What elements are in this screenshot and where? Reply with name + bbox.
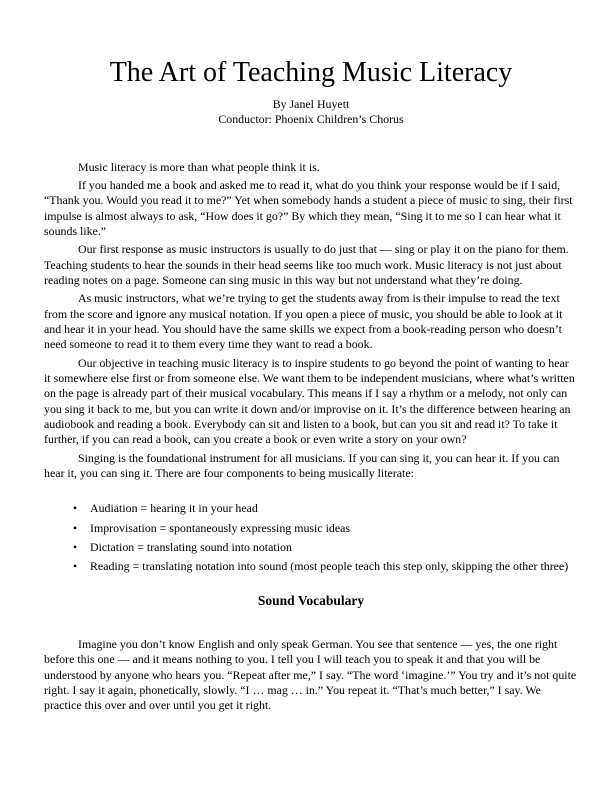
paragraph-intro: Music literacy is more than what people think it is. xyxy=(78,159,320,174)
list-item-text: Reading = translating notation into sound (most people teach this step only, skipping the other three) xyxy=(90,559,569,574)
bullet-icon: • xyxy=(73,559,78,574)
list-item xyxy=(44,559,578,574)
bullet-icon: • xyxy=(73,520,78,535)
literacy-components-list xyxy=(44,501,578,574)
list-item xyxy=(44,521,578,536)
byline-author: By Janel Huyett xyxy=(272,97,350,111)
paragraph-objective: Our objective in teaching music literacy is to inspire students to go beyond the point of wanting to hear it somewhere else first or from someone else. We want them to be independent musicians, where what’s written on the page is already part of their musical vocabulary. This means if I say a rhythm or a melody, not only can you sing it back to me, but you can write it down and/or improvise on it. It’s the difference between hearing an audiobook and reading a book. Everybody can sit and listen to a book, but can you sit and read it? To take it further, if you can read a book, can you create a book or even write a story on your own? xyxy=(44,355,575,447)
paragraph-book-analogy: If you handed me a book and asked me to read it, what do you think your response would be if I said, “Thank you. Would you read it to me?” Yet when somebody hands a student a piece of music to sing, their first impulse is almost always to ask, “How does it go?” By which they mean, “Sing it to me so I can hear what it sounds like.” xyxy=(44,177,573,238)
section-heading-sound-vocabulary: Sound Vocabulary xyxy=(257,592,365,608)
paragraph-singing-foundation: Singing is the foundational instrument for all musicians. If you can sing it, you can hear it. If you can hear it, you can sing it. There are four components to being musically literate: xyxy=(44,450,560,480)
byline-block xyxy=(44,97,578,128)
document-title: The Art of Teaching Music Literacy xyxy=(109,57,513,88)
list-item-text: Improvisation = spontaneously expressing music ideas xyxy=(90,520,351,535)
paragraph-sound-vocabulary: Imagine you don’t know English and only speak German. You see that sentence — yes, the one right before this one — and it means nothing to you. I tell you I will teach you to speak it and that you will be understood by anyone who hears you. “Repeat after me,” I say. “The word ‘imagine.’” You try and it’s not quite right. I say it again, phonetically, slowly. “I … mag … in.” You repeat it. “That’s much better,” I say. We practice this over and over until you get it right. xyxy=(44,636,577,713)
paragraph-instructor-goal: As music instructors, what we’re trying to get the students away from is their impulse to read the text from the score and ignore any musical notation. If you open a piece of music, you should be able to look at it and hear it in your head. You should have the same skills we expect from a book-reading person who doesn’t need someone to read it to them every time they want to read a book. xyxy=(44,291,563,352)
bullet-icon: • xyxy=(73,539,78,554)
list-item xyxy=(44,501,578,516)
list-item-text: Dictation = translating sound into notation xyxy=(90,539,292,554)
bullet-icon: • xyxy=(73,501,78,516)
paragraph-first-response: Our first response as music instructors is usually to do just that — sing or play it on the piano for them. Teaching students to hear the sounds in their head seems like too much work. Music literacy is not just about reading notes on a page. Someone can sing music in this way but not understand what they’re doing. xyxy=(44,242,569,287)
list-item-text: Audiation = hearing it in your head xyxy=(90,501,258,516)
list-item xyxy=(44,540,578,555)
byline-conductor: Conductor: Phoenix Children’s Chorus xyxy=(218,112,404,127)
